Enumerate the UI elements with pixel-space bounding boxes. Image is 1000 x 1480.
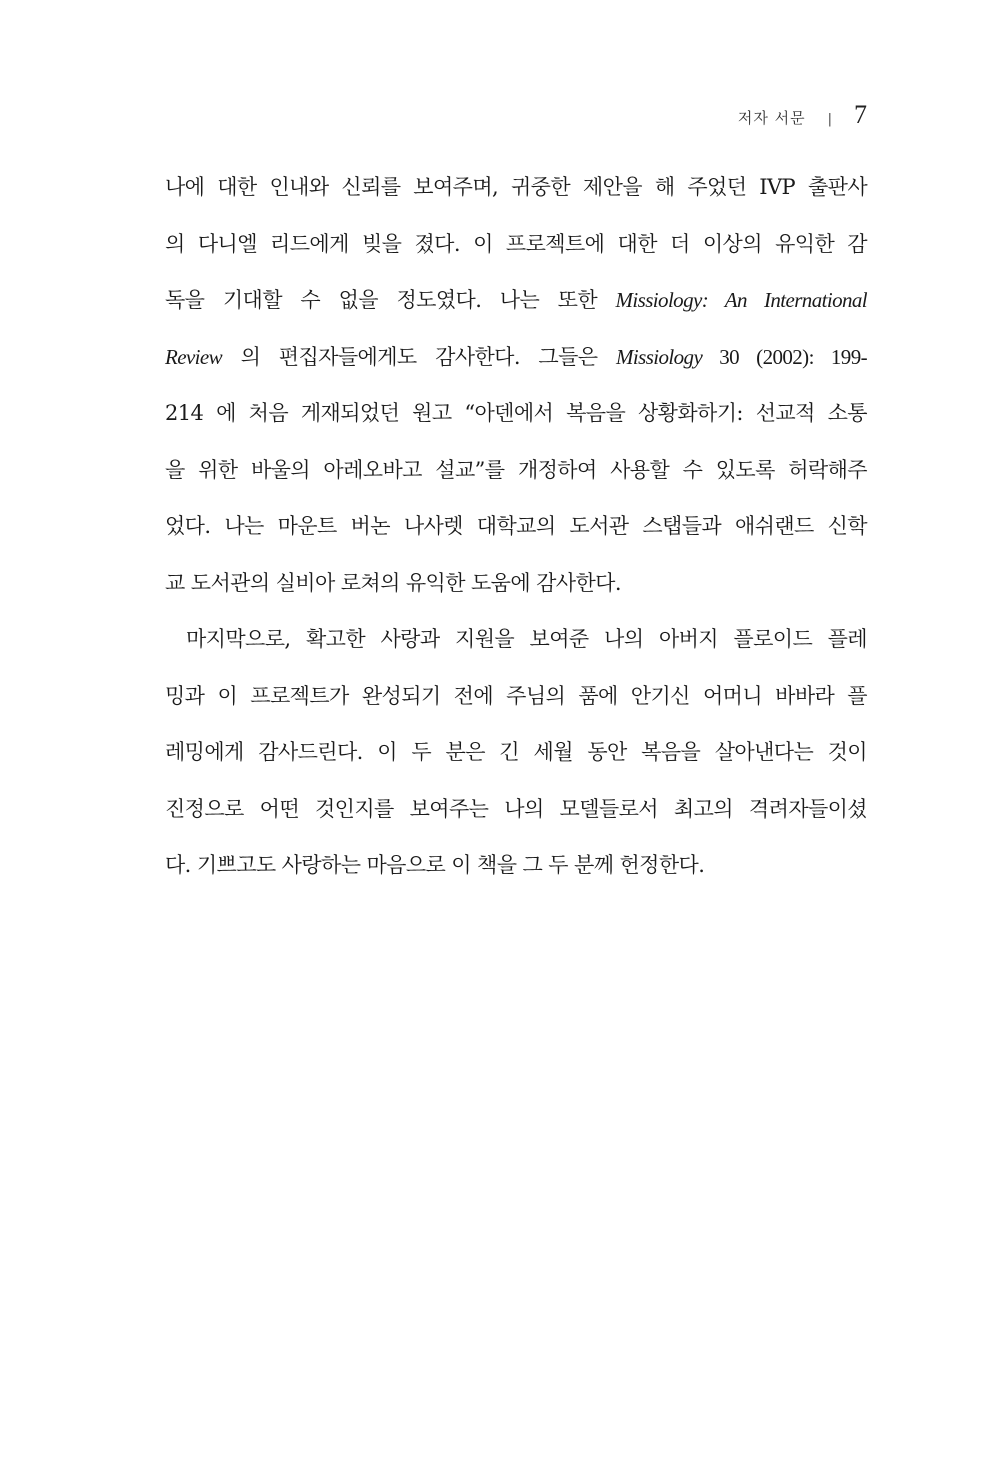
text-line: 밍과 이 프로젝트가 완성되기 전에 주님의 품에 안기신 어머니 바바라 플 [165,683,867,708]
text-line: 의 다니엘 리드에게 빚을 졌다. 이 프로젝트에 대한 더 이상의 유익한 감 [165,231,867,256]
journal-title: Missiology: An International [615,288,867,312]
body-text [165,170,867,905]
journal-title: Missiology [616,344,703,369]
text-line: 마지막으로, 확고한 사랑과 지원을 보여준 나의 아버지 플로이드 플레 [186,627,867,651]
paragraph [165,622,867,905]
paragraph [165,170,867,622]
text-line: 을 위한 바울의 아레오바고 설교”를 개정하여 사용할 수 있도록 허락해주 [165,457,867,482]
text-line: 진정으로 어떤 것인지를 보여주는 나의 모델들로서 최고의 격려자들이셨 [165,796,867,821]
text-line: 교 도서관의 실비아 로쳐의 유익한 도움에 감사한다. [165,570,621,595]
text-line: 214 에 처음 게재되었던 원고 “아덴에서 복음을 상황화하기: 선교적 소통 [165,401,867,425]
text-line: 레밍에게 감사드린다. 이 두 분은 긴 세월 동안 복음을 살아낸다는 것이 [165,740,867,764]
text-line: 다. 기쁘고도 사랑하는 마음으로 이 책을 그 두 분께 헌정한다. [165,853,705,877]
citation: 30 (2002): 199- [702,344,867,369]
text-line: 나에 대한 인내와 신뢰를 보여주며, 귀중한 제안을 해 주었던 IVP 출판사 [165,175,867,199]
text-line: 독을 기대할 수 없을 정도였다. 나는 또한 Missiology: An International [165,288,867,312]
header-separator: | [827,112,832,127]
text-line: 었다. 나는 마운트 버논 나사렛 대학교의 도서관 스탭들과 애쉬랜드 신학 [165,514,867,538]
page-number: 7 [854,100,867,129]
section-title: 저자 서문 [737,109,806,127]
running-header [738,100,867,130]
journal-title: Review [165,344,223,369]
text-line: Review 의 편집자들에게도 감사한다. 그들은 Missiology 30 (2002): 199- [165,344,867,369]
